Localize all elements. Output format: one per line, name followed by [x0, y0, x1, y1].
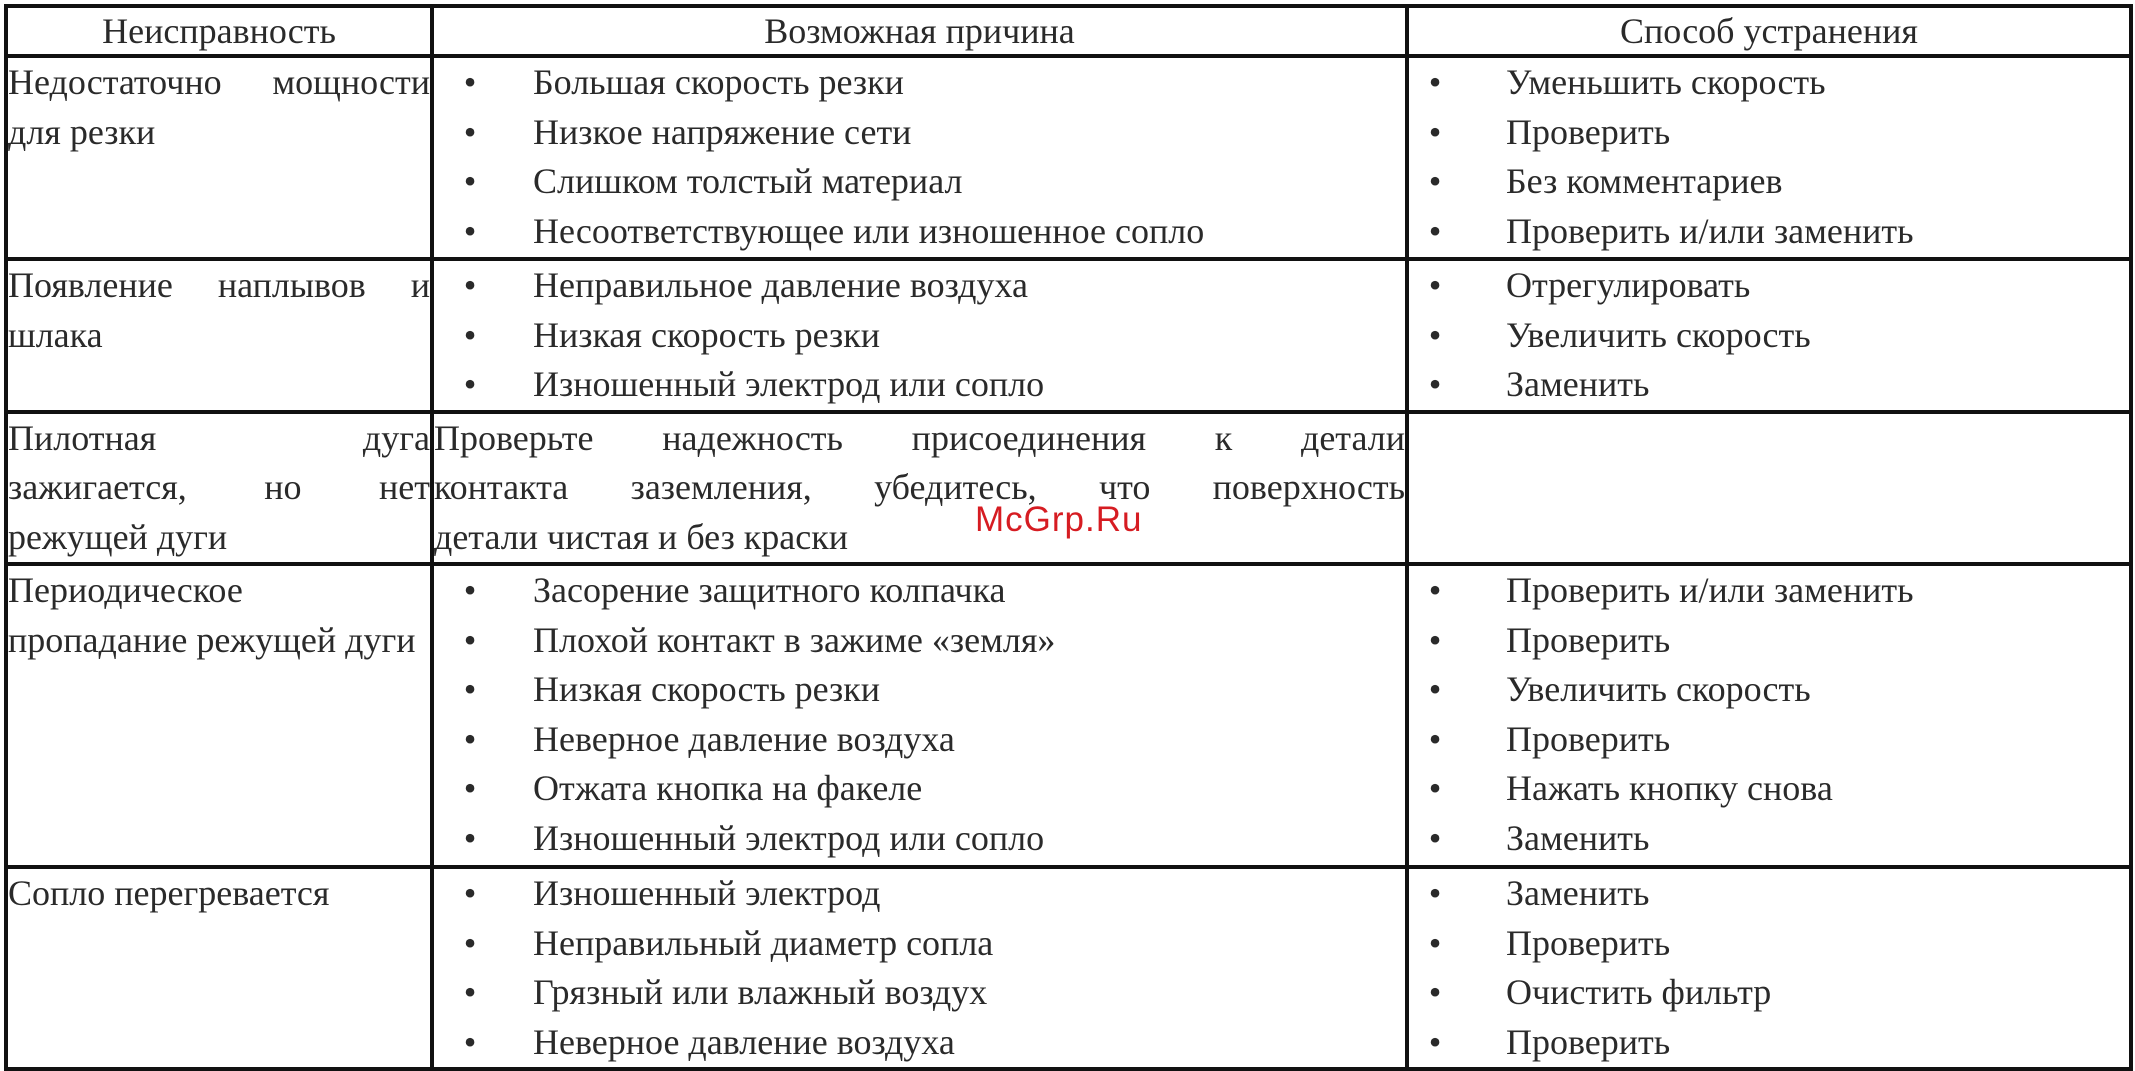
- header-cause: Возможная причина: [432, 6, 1407, 56]
- cause-item: • Неправильный диаметр сопла: [434, 919, 1405, 969]
- bullet-icon: •: [463, 669, 477, 709]
- remedy-item: • Уменьшить скорость: [1409, 58, 2129, 108]
- remedy-item: • Увеличить скорость: [1409, 665, 2129, 715]
- remedy-item: • Заменить: [1409, 814, 2129, 864]
- bullet-icon: •: [463, 364, 477, 404]
- cause-cell: [432, 867, 1407, 1069]
- bullet-icon: •: [463, 161, 477, 201]
- bullet-icon: •: [463, 265, 477, 305]
- note-line: Проверьте надежность присоединения к детали: [434, 417, 1405, 458]
- bullet-icon: •: [1428, 62, 1442, 102]
- note-line: детали чистая и без краски: [434, 516, 848, 557]
- cause-item: • Слишком толстый материал: [434, 157, 1405, 207]
- bullet-icon: •: [463, 1021, 477, 1062]
- cause-item: • Засорение защитного колпачка: [434, 566, 1405, 616]
- cause-cell: [432, 56, 1407, 259]
- watermark-text: McGrp.Ru: [975, 500, 1143, 539]
- fault-cell: Периодическое пропадание режущей дуги: [6, 564, 432, 867]
- fault-cell: Сопло перегревается: [6, 867, 432, 1069]
- remedy-item: • Проверить: [1409, 616, 2129, 666]
- fault-cell: [6, 412, 432, 565]
- bullet-icon: •: [1428, 718, 1442, 759]
- cause-item: • Изношенный электрод или сопло: [434, 360, 1405, 410]
- bullet-icon: •: [1428, 669, 1442, 709]
- cause-item: • Несоответствующее или изношенное сопло: [434, 207, 1405, 257]
- bullet-icon: •: [1428, 161, 1442, 201]
- remedy-item: • Заменить: [1409, 360, 2129, 410]
- table-row: [6, 412, 2131, 565]
- remedy-item: • Проверить: [1409, 715, 2129, 765]
- remedy-cell: [1407, 564, 2131, 867]
- bullet-icon: •: [1428, 619, 1442, 660]
- cause-item: • Низкая скорость резки: [434, 311, 1405, 361]
- bullet-icon: •: [463, 972, 477, 1012]
- remedy-cell: [1407, 56, 2131, 259]
- fault-line: Пилотная дуга: [8, 417, 430, 458]
- cause-item: • Неверное давление воздуха: [434, 715, 1405, 765]
- remedy-item: • Проверить и/или заменить: [1409, 566, 2129, 616]
- bullet-icon: •: [1428, 210, 1442, 251]
- bullet-icon: •: [1428, 111, 1442, 152]
- fault-cell: Появление наплывов и шлака: [6, 259, 432, 412]
- remedy-item: • Очистить фильтр: [1409, 968, 2129, 1018]
- cause-item: • Грязный или влажный воздух: [434, 968, 1405, 1018]
- fault-line: зажигается, но нет: [8, 467, 430, 507]
- cause-item: • Неправильное давление воздуха: [434, 261, 1405, 311]
- bullet-icon: •: [463, 314, 477, 355]
- cause-item: • Изношенный электрод или сопло: [434, 814, 1405, 864]
- header-row: [6, 6, 2131, 56]
- fault-cell: Недостаточно мощности для резки: [6, 56, 432, 259]
- remedy-item: • Заменить: [1409, 869, 2129, 919]
- cause-item: • Неверное давление воздуха: [434, 1018, 1405, 1068]
- cause-item: • Большая скорость резки: [434, 58, 1405, 108]
- bullet-icon: •: [1428, 768, 1442, 808]
- bullet-icon: •: [1428, 570, 1442, 610]
- header-remedy: Способ устранения: [1407, 6, 2131, 56]
- bullet-icon: •: [463, 619, 477, 660]
- bullet-icon: •: [463, 718, 477, 759]
- bullet-icon: •: [1428, 364, 1442, 404]
- bullet-icon: •: [1428, 922, 1442, 963]
- remedy-item: • Проверить: [1409, 1018, 2129, 1068]
- remedy-item: • Проверить: [1409, 108, 2129, 158]
- note-cell: [432, 412, 1407, 565]
- cause-cell: [432, 564, 1407, 867]
- cause-item: • Низкая скорость резки: [434, 665, 1405, 715]
- cause-item: • Низкое напряжение сети: [434, 108, 1405, 158]
- remedy-item: • Нажать кнопку снова: [1409, 764, 2129, 814]
- table-row: [6, 56, 2131, 259]
- bullet-icon: •: [1428, 265, 1442, 305]
- note-line: контакта заземления, убедитесь, что поверхность: [434, 467, 1405, 507]
- bullet-icon: •: [1428, 873, 1442, 913]
- bullet-icon: •: [1428, 817, 1442, 858]
- bullet-icon: •: [463, 570, 477, 610]
- fault-line: режущей дуги: [8, 516, 228, 557]
- bullet-icon: •: [463, 922, 477, 963]
- empty-remedy-cell: [1407, 412, 2131, 565]
- remedy-cell: [1407, 259, 2131, 412]
- bullet-icon: •: [1428, 1021, 1442, 1062]
- bullet-icon: •: [1428, 972, 1442, 1012]
- bullet-icon: •: [463, 210, 477, 251]
- bullet-icon: •: [463, 768, 477, 808]
- cause-cell: [432, 259, 1407, 412]
- bullet-icon: •: [463, 817, 477, 858]
- remedy-item: • Без комментариев: [1409, 157, 2129, 207]
- bullet-icon: •: [1428, 314, 1442, 355]
- cause-item: • Отжата кнопка на факеле: [434, 764, 1405, 814]
- table-row: [6, 867, 2131, 1069]
- remedy-item: • Отрегулировать: [1409, 261, 2129, 311]
- bullet-icon: •: [463, 873, 477, 913]
- cause-item: • Изношенный электрод: [434, 869, 1405, 919]
- remedy-cell: [1407, 867, 2131, 1069]
- header-fault: Неисправность: [6, 6, 432, 56]
- table-row: [6, 259, 2131, 412]
- remedy-item: • Проверить: [1409, 919, 2129, 969]
- cause-item: • Плохой контакт в зажиме «земля»: [434, 616, 1405, 666]
- remedy-item: • Проверить и/или заменить: [1409, 207, 2129, 257]
- remedy-item: • Увеличить скорость: [1409, 311, 2129, 361]
- bullet-icon: •: [463, 111, 477, 152]
- table-row: [6, 564, 2131, 867]
- bullet-icon: •: [463, 62, 477, 102]
